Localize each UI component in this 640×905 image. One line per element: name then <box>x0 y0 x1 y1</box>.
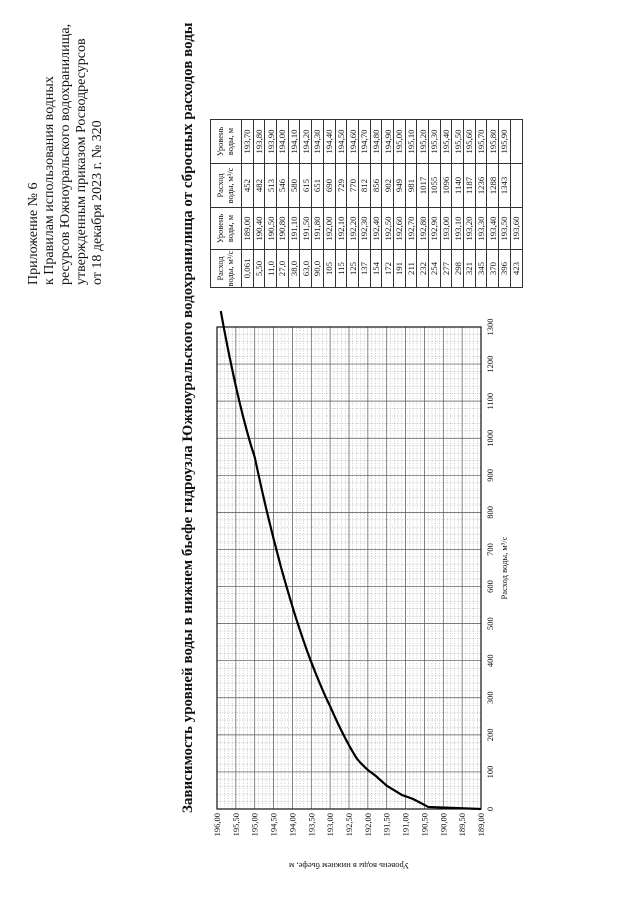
table-row <box>452 120 464 288</box>
cell-flow: 949 <box>393 164 405 208</box>
cell-flow: 0,061 <box>242 250 254 288</box>
table-row <box>323 120 335 288</box>
cell-level: 193,10 <box>452 208 464 250</box>
y-tick-label: 193,50 <box>306 813 317 837</box>
table-row <box>312 120 324 288</box>
x-tick-label: 300 <box>485 691 495 705</box>
cell-level: 195,10 <box>405 120 417 164</box>
cell-level: 192,20 <box>347 208 359 250</box>
x-tick-label: 1200 <box>485 355 495 373</box>
cell-flow: 345 <box>475 250 487 288</box>
cell-level: 193,40 <box>487 208 499 250</box>
header-flow-2: Расход воды, м³/с <box>211 164 242 208</box>
cell-level: 192,50 <box>382 208 394 250</box>
table-body <box>242 120 523 288</box>
header-level-2: Уровень воды, м <box>211 120 242 164</box>
cell-level: 195,30 <box>429 120 441 164</box>
cell-flow: 90,0 <box>312 250 324 288</box>
x-tick-label: 1100 <box>485 392 495 410</box>
x-tick-label: 400 <box>485 654 495 668</box>
cell-flow: 277 <box>440 250 452 288</box>
table-row <box>405 120 417 288</box>
cell-level: 190,80 <box>277 208 289 250</box>
x-tick-label: 100 <box>485 765 495 779</box>
cell-flow: 27,0 <box>277 250 289 288</box>
table-row <box>288 120 300 288</box>
cell-flow <box>510 164 522 208</box>
table-row <box>499 120 511 288</box>
table-row <box>265 120 277 288</box>
table-row <box>358 120 370 288</box>
cell-flow: 651 <box>312 164 324 208</box>
cell-level: 195,50 <box>452 120 464 164</box>
x-tick-label: 600 <box>485 580 495 593</box>
chart-plot <box>0 305 640 905</box>
cell-level: 195,60 <box>464 120 476 164</box>
cell-level: 194,00 <box>277 120 289 164</box>
cell-level: 192,70 <box>405 208 417 250</box>
cell-flow: 452 <box>242 164 254 208</box>
cell-level: 191,10 <box>288 208 300 250</box>
cell-flow: 981 <box>405 164 417 208</box>
cell-flow: 38,0 <box>288 250 300 288</box>
y-tick-label: 195,00 <box>249 813 260 837</box>
y-tick-label: 196,00 <box>212 813 222 837</box>
cell-flow: 1140 <box>452 164 464 208</box>
cell-level: 193,20 <box>464 208 476 250</box>
cell-flow: 254 <box>429 250 441 288</box>
y-tick-label: 192,50 <box>344 813 354 837</box>
cell-flow: 154 <box>370 250 382 288</box>
header-level-1: Уровень воды, м <box>211 208 242 250</box>
x-tick-label: 700 <box>485 543 495 556</box>
x-tick-label: 1300 <box>485 318 495 336</box>
cell-flow: 812 <box>358 164 370 208</box>
x-tick-label: 500 <box>485 617 495 630</box>
cell-flow: 1017 <box>417 164 429 208</box>
header-flow-1: Расход воды, м³/с <box>211 250 242 288</box>
cell-level: 191,50 <box>300 208 312 250</box>
table-row <box>475 120 487 288</box>
table-row <box>393 120 405 288</box>
table-row <box>510 120 522 288</box>
x-axis-label: Расход воды, м³/с <box>499 536 509 600</box>
cell-flow: 580 <box>288 164 300 208</box>
cell-level: 194,80 <box>370 120 382 164</box>
table-row <box>487 120 499 288</box>
cell-level: 193,80 <box>253 120 265 164</box>
x-tick-label: 1000 <box>485 429 495 447</box>
cell-level: 192,40 <box>370 208 382 250</box>
flow-level-table <box>210 119 523 288</box>
cell-flow: 125 <box>347 250 359 288</box>
table-row <box>382 120 394 288</box>
cell-flow: 232 <box>417 250 429 288</box>
x-tick-label: 200 <box>485 728 495 742</box>
table-row <box>440 120 452 288</box>
cell-level: 192,90 <box>429 208 441 250</box>
cell-level: 190,40 <box>253 208 265 250</box>
y-axis-label: Уровень воды в нижнем бьефе, м <box>288 861 410 871</box>
chart-title: Зависимость уровней воды в нижнем бьефе гидроузла Южноуральского водохранилища от сбросных расходов воды <box>180 22 196 813</box>
cell-level <box>510 120 522 164</box>
table-row <box>429 120 441 288</box>
cell-level: 194,10 <box>288 120 300 164</box>
table-row <box>253 120 265 288</box>
cell-flow: 615 <box>300 164 312 208</box>
table-header-row <box>211 120 242 288</box>
cell-flow: 482 <box>253 164 265 208</box>
cell-level: 195,70 <box>475 120 487 164</box>
cell-flow: 770 <box>347 164 359 208</box>
cell-level: 192,60 <box>393 208 405 250</box>
cell-level: 192,80 <box>417 208 429 250</box>
cell-flow: 513 <box>265 164 277 208</box>
y-tick-label: 192,00 <box>362 813 373 837</box>
cell-flow: 137 <box>358 250 370 288</box>
cell-level: 194,20 <box>300 120 312 164</box>
cell-flow: 298 <box>452 250 464 288</box>
cell-flow: 902 <box>382 164 394 208</box>
cell-level: 193,30 <box>475 208 487 250</box>
cell-level: 192,00 <box>323 208 335 250</box>
cell-level: 195,00 <box>393 120 405 164</box>
y-tick-label: 194,50 <box>268 813 279 837</box>
header-line: Приложение № 6 <box>26 182 41 285</box>
cell-flow: 1096 <box>440 164 452 208</box>
cell-level: 192,30 <box>358 208 370 250</box>
table-row <box>300 120 312 288</box>
cell-flow: 105 <box>323 250 335 288</box>
cell-flow: 423 <box>510 250 522 288</box>
cell-flow: 1236 <box>475 164 487 208</box>
cell-flow: 1055 <box>429 164 441 208</box>
y-tick-label: 191,00 <box>400 813 411 837</box>
cell-flow: 211 <box>405 250 417 288</box>
cell-flow: 321 <box>464 250 476 288</box>
cell-flow: 1288 <box>487 164 499 208</box>
cell-flow: 690 <box>323 164 335 208</box>
table-row <box>242 120 254 288</box>
table-row <box>347 120 359 288</box>
cell-level: 193,00 <box>440 208 452 250</box>
cell-flow: 115 <box>335 250 347 288</box>
cell-flow: 172 <box>382 250 394 288</box>
table-row <box>335 120 347 288</box>
cell-level: 189,00 <box>242 208 254 250</box>
cell-flow: 191 <box>393 250 405 288</box>
table-row <box>277 120 289 288</box>
y-tick-label: 195,50 <box>230 813 241 837</box>
cell-level: 194,90 <box>382 120 394 164</box>
cell-flow: 396 <box>499 250 511 288</box>
y-tick-label: 190,00 <box>438 813 449 837</box>
cell-level: 195,80 <box>487 120 499 164</box>
y-tick-label: 189,00 <box>476 813 486 837</box>
cell-level: 194,40 <box>323 120 335 164</box>
x-tick-label: 800 <box>485 506 495 519</box>
cell-level: 193,90 <box>265 120 277 164</box>
table-row <box>464 120 476 288</box>
x-tick-label: 900 <box>485 468 495 482</box>
y-tick-label: 193,00 <box>325 813 336 837</box>
y-tick-label: 194,00 <box>287 813 298 837</box>
cell-level: 193,70 <box>242 120 254 164</box>
y-tick-label: 189,50 <box>457 813 468 837</box>
header-line: ресурсов Южноуральского водохранилища, <box>58 23 73 285</box>
cell-flow: 546 <box>277 164 289 208</box>
y-tick-label: 191,50 <box>381 813 392 837</box>
cell-level: 194,70 <box>358 120 370 164</box>
cell-level: 195,20 <box>417 120 429 164</box>
cell-level: 190,50 <box>265 208 277 250</box>
cell-level: 191,80 <box>312 208 324 250</box>
header-line: от 18 декабря 2023 г. № 320 <box>90 120 105 285</box>
cell-level: 195,90 <box>499 120 511 164</box>
cell-level: 193,60 <box>510 208 522 250</box>
data-tables <box>210 119 523 288</box>
cell-flow: 5,50 <box>253 250 265 288</box>
header-line: к Правилам использования водных <box>42 76 57 285</box>
table-row <box>370 120 382 288</box>
cell-level: 193,50 <box>499 208 511 250</box>
cell-flow: 1187 <box>464 164 476 208</box>
y-tick-label: 190,50 <box>419 813 430 837</box>
appendix-heading <box>26 24 106 285</box>
series-line <box>221 311 481 809</box>
cell-level: 195,40 <box>440 120 452 164</box>
cell-flow: 1343 <box>499 164 511 208</box>
cell-flow: 729 <box>335 164 347 208</box>
cell-level: 194,60 <box>347 120 359 164</box>
cell-level: 192,10 <box>335 208 347 250</box>
cell-flow: 856 <box>370 164 382 208</box>
x-tick-label: 0 <box>485 806 495 812</box>
cell-flow: 370 <box>487 250 499 288</box>
cell-flow: 63,0 <box>300 250 312 288</box>
table-row <box>417 120 429 288</box>
header-line: утвержденным приказом Росводресурсов <box>74 38 89 285</box>
cell-flow: 11,0 <box>265 250 277 288</box>
cell-level: 194,50 <box>335 120 347 164</box>
cell-level: 194,30 <box>312 120 324 164</box>
